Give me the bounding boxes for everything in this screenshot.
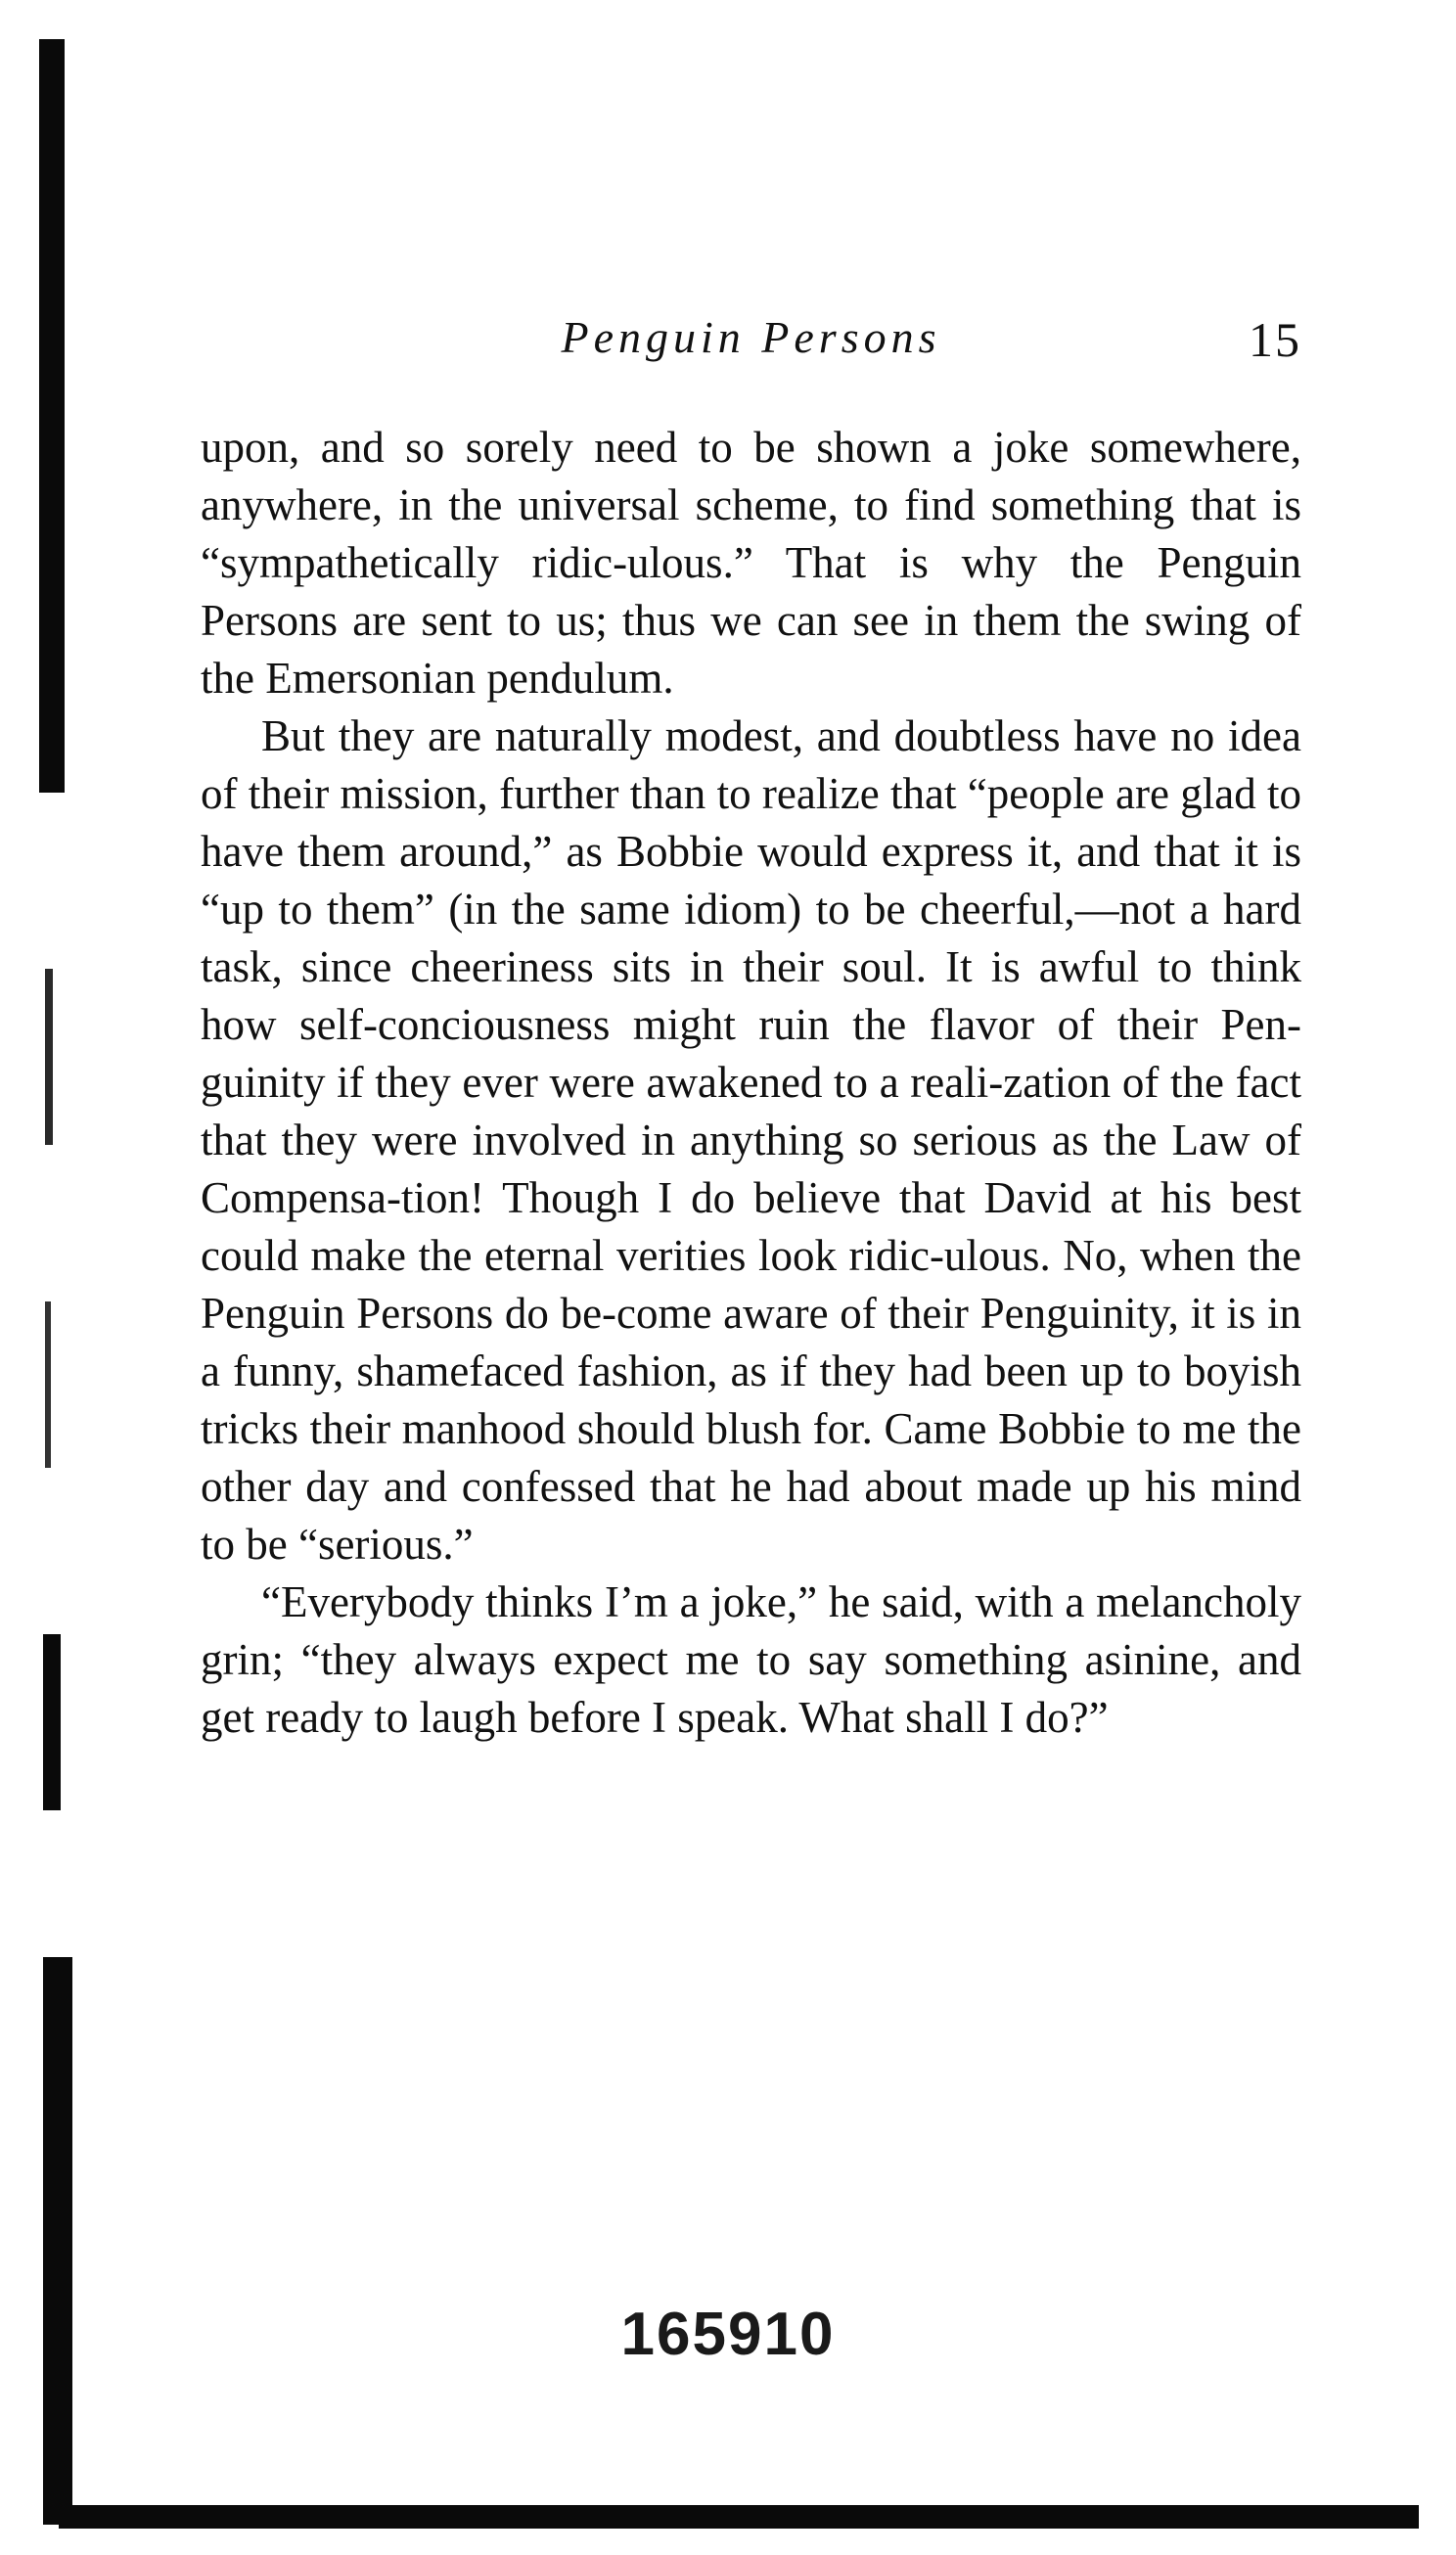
scan-binding-edge xyxy=(43,1957,72,2525)
scan-binding-edge xyxy=(45,1301,51,1468)
page-number: 15 xyxy=(1249,312,1301,367)
scan-binding-edge xyxy=(39,39,65,793)
paragraph-1: upon, and so sorely need to be shown a joke somewhere, anywhere, in the universal scheme, to find something that is “sympathetically ridic-ulous.” That is why the Penguin Persons are sent to us; thus we can see in them the swing of the Emersonian pendulum. xyxy=(201,423,1301,703)
scan-binding-edge xyxy=(45,969,53,1145)
running-head xyxy=(201,311,1301,380)
paragraph-3: “Everybody thinks I’m a joke,” he said, with a melancholy grin; “they always expect me to say something asinine, and get ready to laugh before I speak. What shall I do?” xyxy=(201,1577,1301,1742)
accession-stamp: 165910 xyxy=(620,2301,836,2368)
scan-binding-edge xyxy=(43,1634,61,1810)
body-text xyxy=(201,419,1301,1747)
paragraph-2: But they are naturally modest, and doubtless have no idea of their mission, further than to realize that “people are glad to have them around,” as Bobbie would express it, and that it is “up to them” (in the same idiom) to be cheerful,—not a hard task, since cheeriness sits in their soul. It is awful to think how self-conciousness might ruin the flavor of their Pen-guinity if they ever were awakened to a reali-zation of the fact that they were involved in anything so serious as the Law of Compensa-tion! Though I do believe that David at his best could make the eternal verities look ridic-ulous. No, when the Penguin Persons do be-come aware of their Penguinity, it is in a funny, shamefaced fashion, as if they had been up to boyish tricks their manhood should blush for. Came Bobbie to me the other day and confessed that he had about made up his mind to be “serious.” xyxy=(201,711,1301,1569)
running-title: Penguin Persons xyxy=(561,312,941,362)
scan-bottom-edge xyxy=(59,2505,1419,2529)
